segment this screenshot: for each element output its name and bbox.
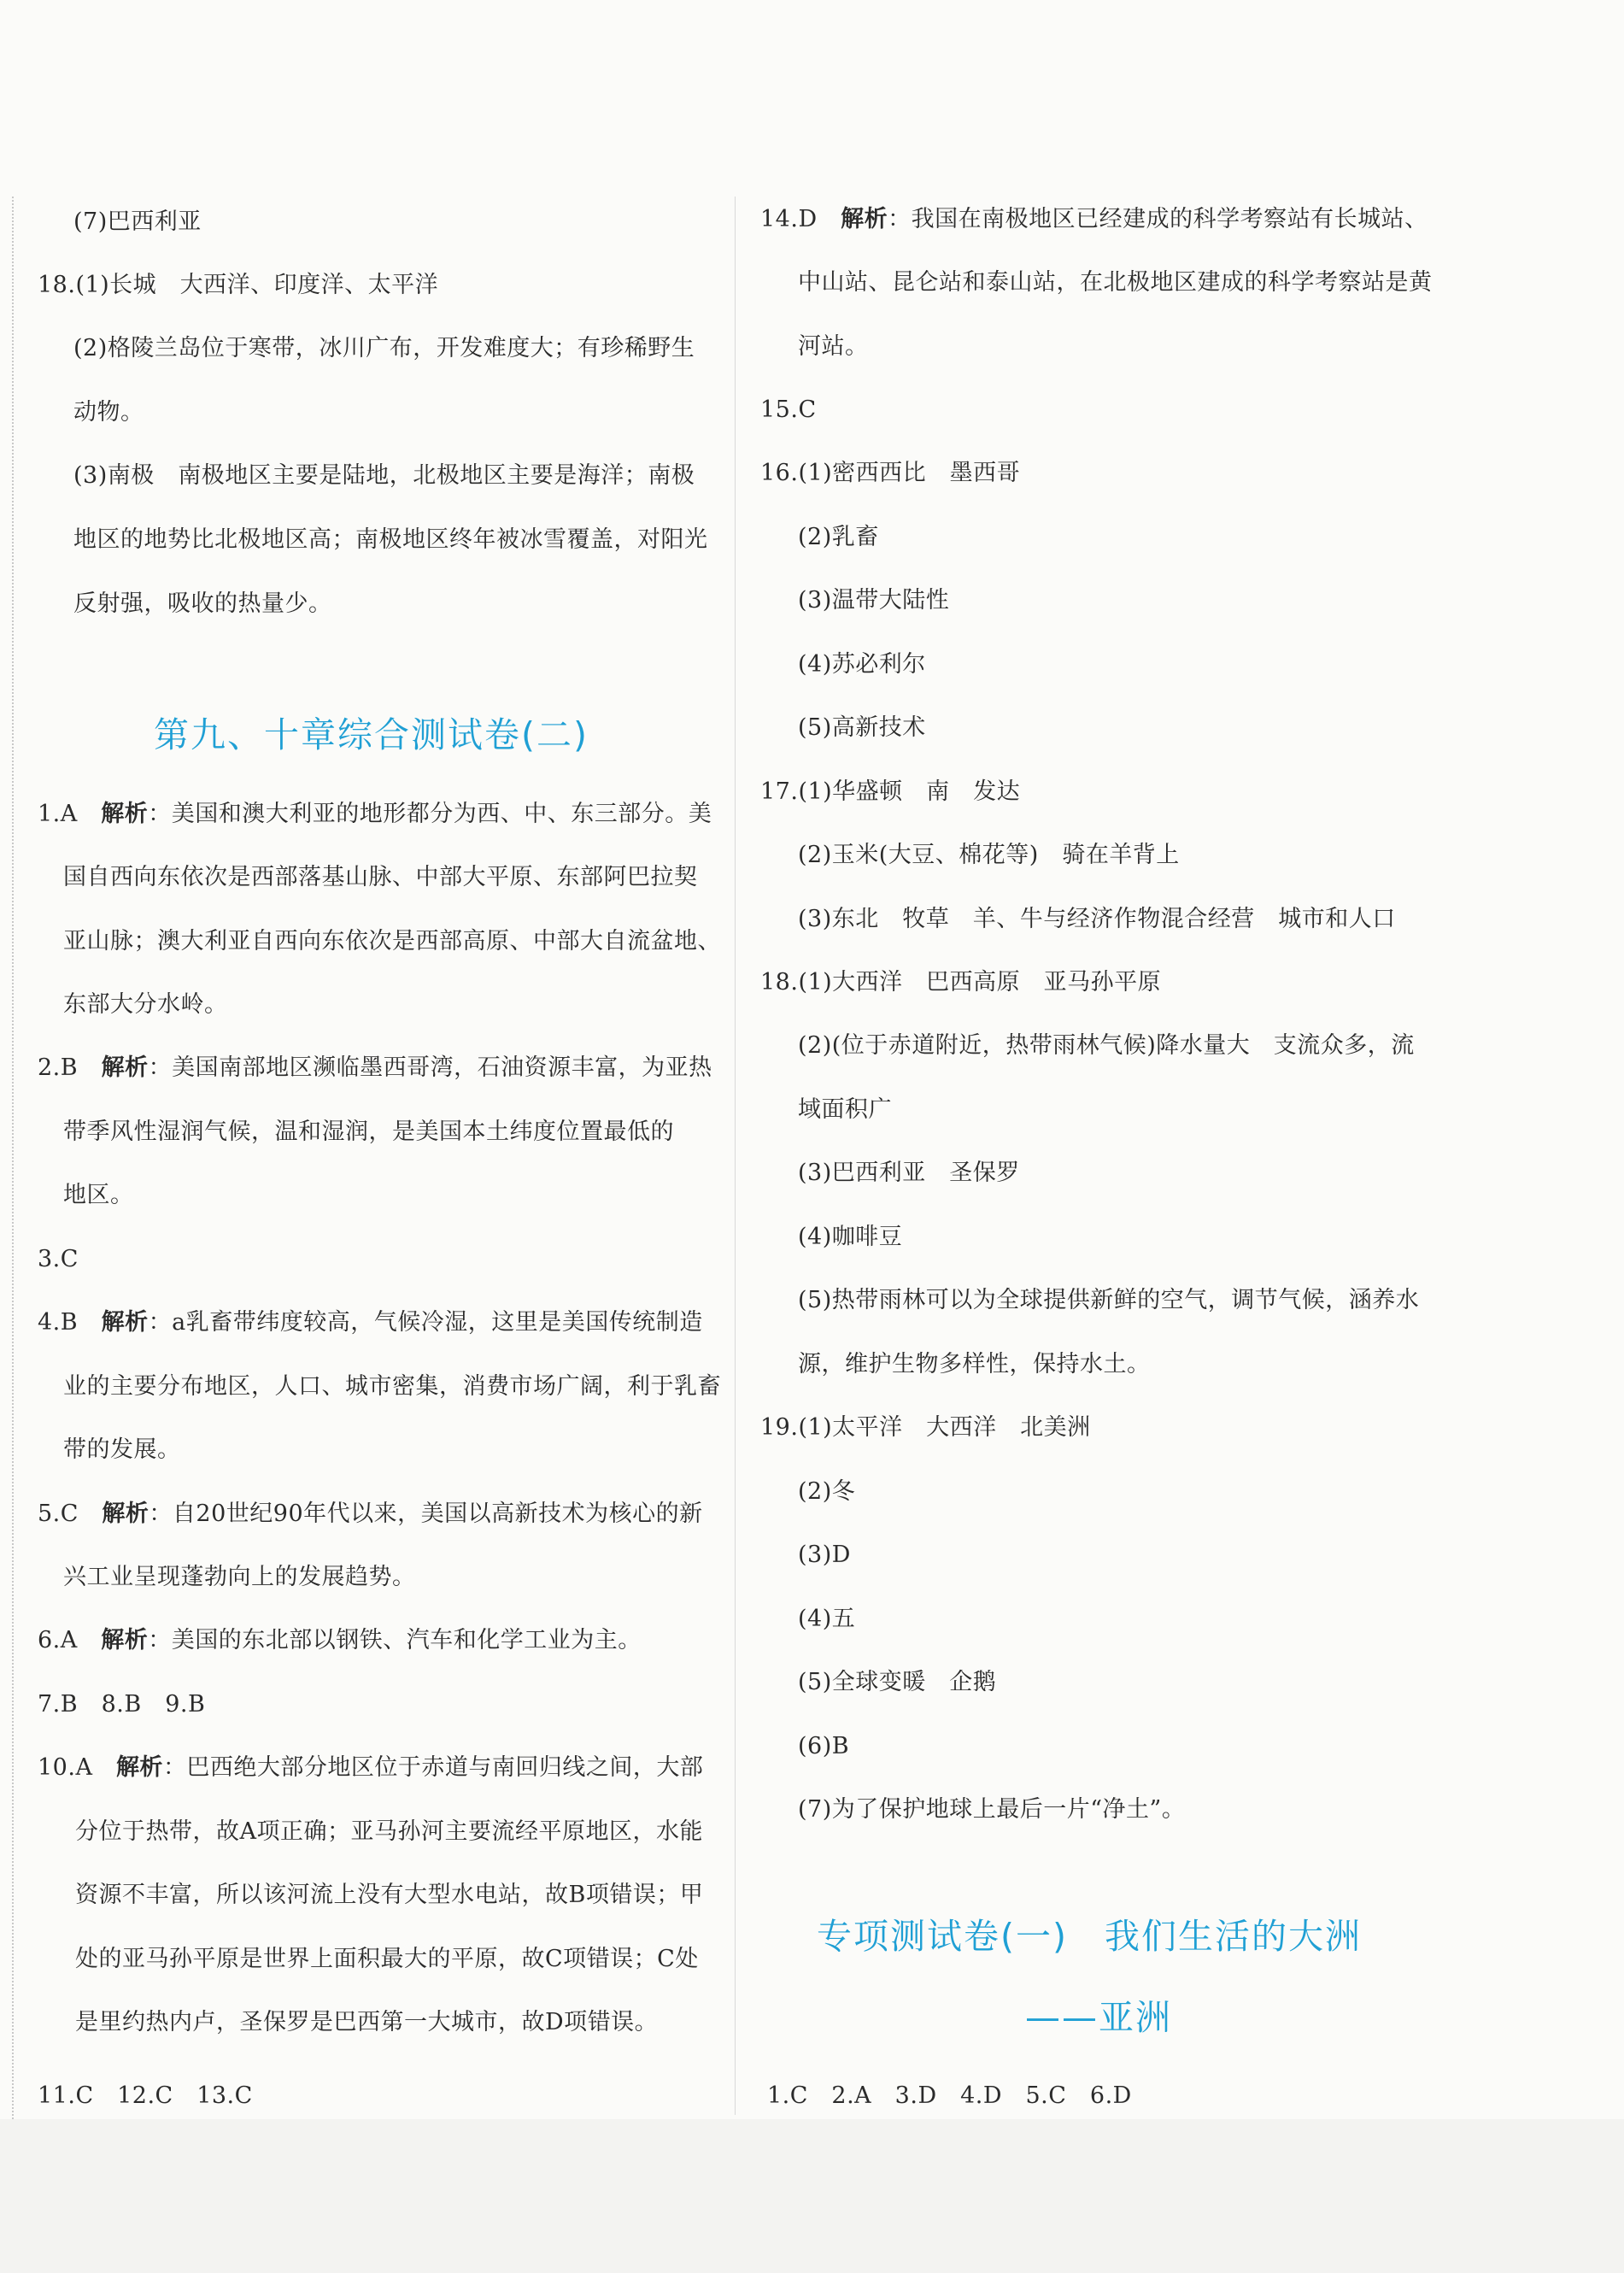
answer-line: (5)热带雨林可以为全球提供新鲜的空气，调节气候，涵养水 [798, 1287, 1420, 1313]
page-bottom-margin [0, 2119, 1624, 2273]
answer-line: 是里约热内卢，圣保罗是巴西第一大城市，故D项错误。 [75, 2009, 659, 2035]
answer-line: 东部大分水岭。 [63, 991, 228, 1018]
answer-line: 10.A 解析：巴西绝大部分地区位于赤道与南回归线之间，大部 [38, 1754, 704, 1781]
answer-line: 1.C 2.A 3.D 4.D 5.C 6.D [767, 2082, 1132, 2109]
section-heading: 专项测试卷(一) 我们生活的大洲 [817, 1916, 1362, 1957]
answer-line: (7)巴西利亚 [73, 209, 202, 235]
answer-line: 15.C [760, 396, 817, 423]
answer-line: 19.(1)太平洋 大西洋 北美洲 [760, 1414, 1091, 1441]
answer-line: (2)(位于赤道附近，热带雨林气候)降水量大 支流众多，流 [798, 1032, 1415, 1059]
answer-line: 反射强，吸收的热量少。 [73, 590, 332, 617]
answer-line: 7.B 8.B 9.B [38, 1691, 206, 1718]
answer-line: 11.C 12.C 13.C [38, 2082, 253, 2109]
answer-line: 2.B 解析：美国南部地区濒临墨西哥湾，石油资源丰富，为亚热 [38, 1054, 712, 1081]
answer-line: 处的亚马孙平原是世界上面积最大的平原，故C项错误；C处 [75, 1946, 699, 1972]
answer-line: (3)D [798, 1542, 851, 1568]
answer-line: (3)南极 南极地区主要是陆地，北极地区主要是海洋；南极 [73, 462, 695, 489]
answer-line: 6.A 解析：美国的东北部以钢铁、汽车和化学工业为主。 [38, 1627, 642, 1653]
answer-line: 动物。 [73, 399, 144, 426]
answer-line: (2)冬 [798, 1478, 856, 1505]
answer-line: 国自西向东依次是西部落基山脉、中部大平原、东部阿巴拉契 [63, 864, 698, 890]
answer-line: 中山站、昆仑站和泰山站，在北极地区建成的科学考察站是黄 [798, 269, 1433, 296]
answer-line: (5)高新技术 [798, 714, 926, 741]
answer-line: 1.A 解析：美国和澳大利亚的地形都分为西、中、东三部分。美 [38, 801, 712, 827]
answer-line: 17.(1)华盛顿 南 发达 [760, 778, 1021, 805]
answer-line: 16.(1)密西西比 墨西哥 [760, 460, 1021, 486]
answer-line: (7)为了保护地球上最后一片“净土”。 [798, 1796, 1186, 1823]
answer-line: 地区。 [63, 1182, 134, 1208]
answer-line: (2)格陵兰岛位于寒带，冰川广布，开发难度大；有珍稀野生 [73, 335, 695, 361]
section-subheading: ——亚洲 [1025, 1997, 1172, 2038]
binding-edge [12, 197, 14, 2119]
answer-line: 18.(1)长城 大西洋、印度洋、太平洋 [38, 272, 439, 298]
answer-line: (4)咖啡豆 [798, 1224, 903, 1250]
answer-line: (4)五 [798, 1606, 856, 1632]
answer-line: 资源不丰富，所以该河流上没有大型水电站，故B项错误；甲 [75, 1882, 704, 1908]
answer-line: 业的主要分布地区，人口、城市密集，消费市场广阔，利于乳畜 [63, 1373, 721, 1400]
answer-line: 河站。 [798, 333, 869, 360]
answer-line: (3)巴西利亚 圣保罗 [798, 1160, 1020, 1186]
answer-line: 分位于热带，故A项正确；亚马孙河主要流经平原地区，水能 [75, 1818, 703, 1845]
answer-line: (4)苏必利尔 [798, 651, 926, 678]
section-heading: 第九、十章综合测试卷(二) [154, 714, 589, 755]
answer-line: (3)温带大陆性 [798, 587, 950, 614]
answer-line: 地区的地势比北极地区高；南极地区终年被冰雪覆盖，对阳光 [73, 526, 708, 553]
answer-line: 域面积广 [798, 1096, 892, 1123]
column-divider [735, 197, 736, 2115]
answer-line: 兴工业呈现蓬勃向上的发展趋势。 [63, 1564, 416, 1590]
answer-line: (2)玉米(大豆、棉花等) 骑在羊背上 [798, 842, 1180, 868]
answer-line: 源，维护生物多样性，保持水土。 [798, 1351, 1151, 1377]
answer-line: (3)东北 牧草 羊、牛与经济作物混合经营 城市和人口 [798, 906, 1396, 932]
answer-line: 18.(1)大西洋 巴西高原 亚马孙平原 [760, 969, 1162, 996]
answer-line: 带季风性湿润气候，温和湿润，是美国本土纬度位置最低的 [63, 1119, 674, 1145]
answer-line: (6)B [798, 1733, 850, 1759]
answer-line: 4.B 解析：a乳畜带纬度较高，气候冷湿，这里是美国传统制造 [38, 1309, 703, 1336]
answer-line: (5)全球变暖 企鹅 [798, 1669, 997, 1695]
answer-line: 14.D 解析：我国在南极地区已经建成的科学考察站有长城站、 [760, 206, 1428, 232]
answer-line: 带的发展。 [63, 1436, 181, 1463]
answer-line: 5.C 解析：自20世纪90年代以来，美国以高新技术为核心的新 [38, 1501, 703, 1527]
answer-line: 亚山脉；澳大利亚自西向东依次是西部高原、中部大自流盆地、 [63, 928, 721, 954]
answer-line: (2)乳畜 [798, 524, 879, 550]
answer-line: 3.C [38, 1246, 79, 1272]
